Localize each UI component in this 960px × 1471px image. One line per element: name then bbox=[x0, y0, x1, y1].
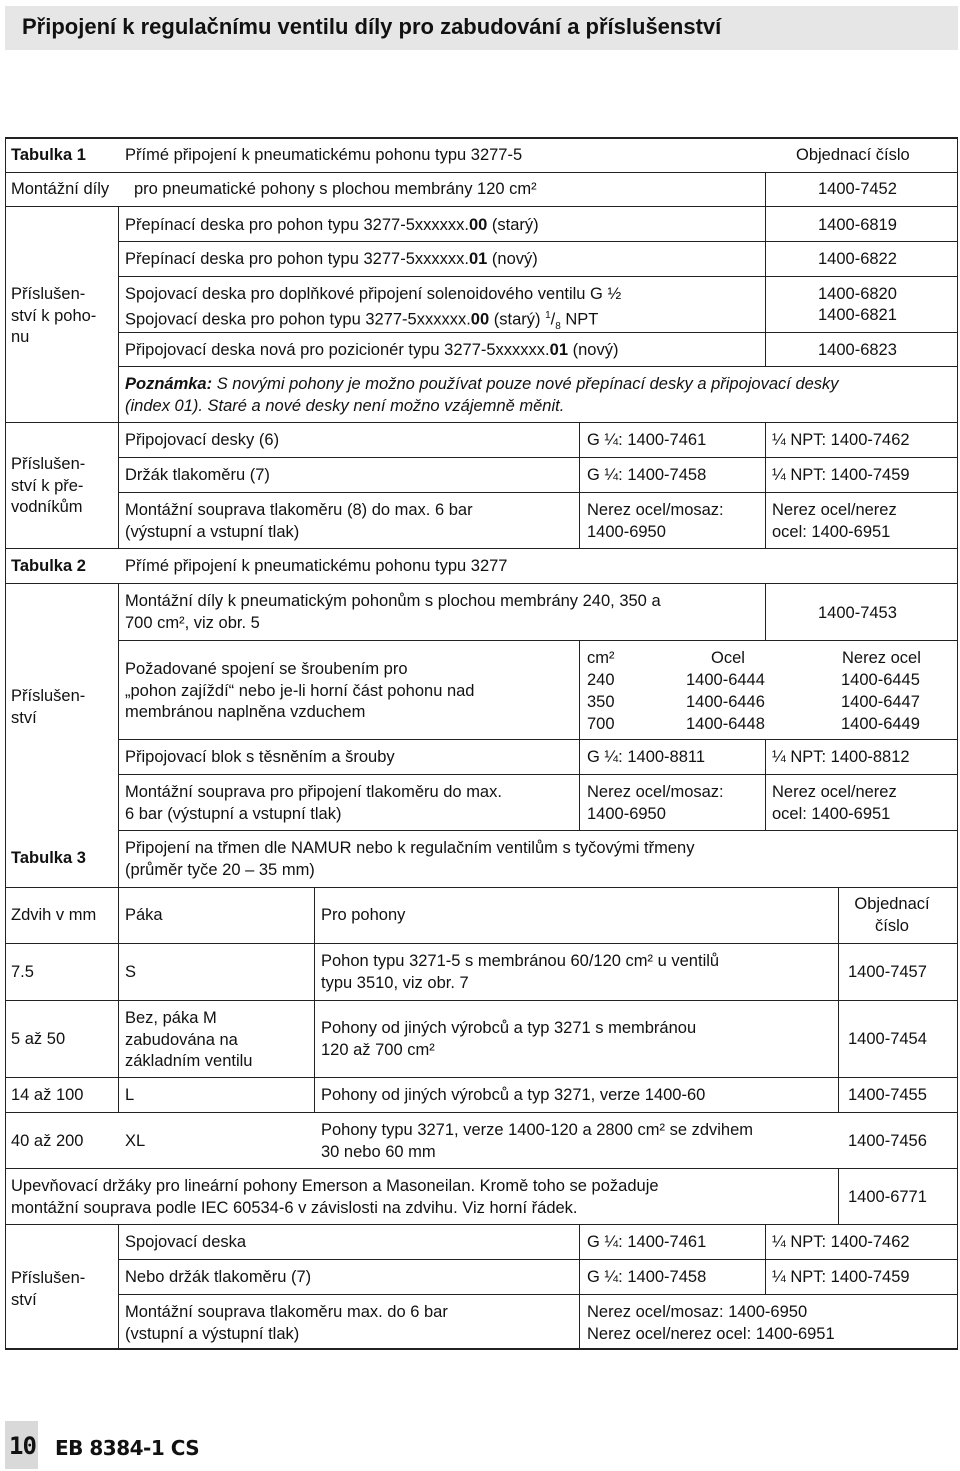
line: Připojení na třmen dle NAMUR nebo k regulačním ventilům s tyčovými třmeny bbox=[125, 839, 695, 857]
row-line bbox=[5, 1168, 958, 1169]
t1-note bbox=[125, 374, 839, 417]
t2-r3-nerez: 1400-6449 bbox=[841, 715, 920, 733]
t1-row1-code: 1400-6819 bbox=[818, 216, 897, 234]
table-top-border bbox=[5, 137, 958, 139]
t3-upevnovaci-desc bbox=[11, 1176, 659, 1219]
t3-r4-pohony bbox=[321, 1120, 753, 1163]
t1-row4-code: 1400-6823 bbox=[818, 341, 897, 359]
col-line bbox=[118, 1224, 119, 1348]
t2-blok-g: G ¼: 1400-8811 bbox=[587, 748, 706, 766]
line: ství bbox=[11, 708, 37, 727]
line: Montážní souprava tlakoměru (8) do max. 6 bar bbox=[125, 501, 473, 519]
t1-p3-desc bbox=[125, 500, 473, 543]
row-line bbox=[5, 583, 958, 584]
t1-row3b-code: 1400-6821 bbox=[818, 306, 897, 324]
line: nu bbox=[11, 328, 30, 346]
t3-r3-paka: L bbox=[125, 1086, 135, 1104]
t3-r1-code: 1400-7457 bbox=[848, 963, 927, 981]
t1-prislusenstvi-pohonu bbox=[11, 284, 96, 349]
line: ství k poho- bbox=[11, 306, 97, 325]
t1-row1-desc bbox=[125, 215, 539, 237]
t1-montaz-code: 1400-7452 bbox=[818, 180, 897, 198]
line: Nerez ocel/mosaz: 1400-6950 bbox=[587, 1303, 808, 1321]
col-line bbox=[118, 887, 119, 1112]
col-line bbox=[118, 583, 119, 830]
line: 6 bar (výstupní a vstupní tlak) bbox=[125, 804, 342, 823]
t1-p3-npt bbox=[772, 500, 897, 543]
t2-label: Tabulka 2 bbox=[11, 557, 86, 575]
line: Příslušen- bbox=[11, 1269, 86, 1287]
t1-order-header: Objednací číslo bbox=[796, 146, 910, 164]
t1-row3b-desc bbox=[125, 305, 598, 337]
t3-a1-desc: Spojovací deska bbox=[125, 1233, 247, 1251]
row-line bbox=[118, 774, 958, 775]
col-line bbox=[765, 583, 766, 640]
t3-header-objednaci bbox=[838, 894, 946, 937]
line: Montážní souprava pro připojení tlakoměru do max. bbox=[125, 783, 502, 801]
t2-col-ocel: Ocel bbox=[711, 649, 745, 667]
t3-r4-zdvih: 40 až 200 bbox=[11, 1132, 84, 1150]
t2-prislusenstvi bbox=[11, 686, 85, 729]
t2-spojeni-desc bbox=[125, 659, 474, 724]
note-line: (index 01). Staré a nové desky není možno vzájemně měnit. bbox=[125, 396, 565, 415]
t1-p2-npt: ¼ NPT: 1400-7459 bbox=[772, 466, 910, 484]
col-line bbox=[579, 422, 580, 548]
t3-r2-paka bbox=[125, 1008, 252, 1073]
t1-prislusenstvi-prevodniku bbox=[11, 454, 85, 519]
t3-r2-code: 1400-7454 bbox=[848, 1030, 927, 1048]
t3-a1-npt: ¼ NPT: 1400-7462 bbox=[772, 1233, 910, 1251]
t1-label: Tabulka 1 bbox=[11, 146, 86, 164]
t1-montaz-desc: pro pneumatické pohony s plochou membrány 120 cm² bbox=[134, 180, 537, 198]
text: (nový) bbox=[568, 341, 619, 359]
line: (průměr tyče 20 – 35 mm) bbox=[125, 860, 315, 879]
row-line bbox=[118, 276, 958, 277]
text: NPT bbox=[560, 310, 599, 329]
t3-r2-pohony bbox=[321, 1018, 696, 1061]
col-line bbox=[579, 640, 580, 830]
line: 1400-6950 bbox=[587, 804, 666, 823]
line: Nerez ocel/nerez ocel: 1400-6951 bbox=[587, 1324, 835, 1343]
index: 01 bbox=[468, 250, 488, 268]
row-line bbox=[118, 739, 958, 740]
line: Pohony od jiných výrobců a typ 3271 s membránou bbox=[321, 1019, 697, 1037]
t1-row3a-desc: Spojovací deska pro doplňkové připojení solenoidového ventilu G ½ bbox=[125, 285, 622, 303]
t3-a3-material bbox=[587, 1302, 835, 1345]
line: základním ventilu bbox=[125, 1052, 253, 1070]
index: 00 bbox=[468, 216, 488, 234]
t3-a2-npt: ¼ NPT: 1400-7459 bbox=[772, 1268, 910, 1286]
t2-souprava-g bbox=[587, 782, 724, 825]
line: Bez, páka M bbox=[125, 1009, 217, 1027]
t1-row4-desc bbox=[125, 340, 618, 362]
line: Příslušen- bbox=[11, 285, 86, 303]
line: montážní souprava podle IEC 60534-6 v závislosti na zdvihu. Viz horní řádek. bbox=[11, 1198, 578, 1217]
line: ocel: 1400-6951 bbox=[772, 804, 891, 823]
row-line bbox=[118, 1294, 958, 1295]
text: Připojovací deska nová pro pozicionér typu 3277-5xxxxxx. bbox=[125, 341, 550, 359]
line: Nerez ocel/nerez bbox=[772, 783, 897, 801]
text: Přepínací deska pro pohon typu 3277-5xxxxxx. bbox=[125, 250, 469, 268]
t3-a3-desc bbox=[125, 1302, 448, 1345]
row-line bbox=[118, 492, 958, 493]
t3-title bbox=[125, 838, 694, 881]
fraction-num: 1 bbox=[545, 310, 551, 321]
t1-montaz-label: Montážní díly bbox=[11, 180, 110, 198]
row-line bbox=[5, 1000, 958, 1001]
t1-p1-npt: ¼ NPT: 1400-7462 bbox=[772, 431, 910, 449]
row-line bbox=[5, 1112, 958, 1113]
index: 00 bbox=[470, 310, 490, 329]
line: Příslušen- bbox=[11, 687, 86, 705]
note-label: Poznámka: bbox=[125, 375, 213, 393]
line: Upevňovací držáky pro lineární pohony Emerson a Masoneilan. Kromě toho se požaduje bbox=[11, 1177, 659, 1195]
line: Nerez ocel/mosaz: bbox=[587, 501, 724, 519]
t1-row3a-code: 1400-6820 bbox=[818, 285, 897, 303]
t1-p2-g: G ¼: 1400-7458 bbox=[587, 466, 707, 484]
line: 700 cm², viz obr. 5 bbox=[125, 613, 260, 632]
line: vodníkům bbox=[11, 498, 83, 516]
t2-r3-cm2: 700 bbox=[587, 715, 615, 733]
t2-souprava-desc bbox=[125, 782, 502, 825]
note-line bbox=[125, 374, 839, 396]
t2-r1-cm2: 240 bbox=[587, 671, 615, 689]
t3-a2-desc: Nebo držák tlakoměru (7) bbox=[125, 1268, 312, 1286]
text: (starý) bbox=[487, 216, 539, 234]
line: Nerez ocel/nerez bbox=[772, 501, 897, 519]
text: Přepínací deska pro pohon typu 3277-5xxxxxx. bbox=[125, 216, 469, 234]
row-line bbox=[118, 1259, 958, 1260]
col-line bbox=[579, 1224, 580, 1348]
line: Příslušen- bbox=[11, 455, 86, 473]
line: 30 nebo 60 mm bbox=[321, 1142, 436, 1161]
footer-doc-id: EB 8384-1 CS bbox=[55, 1436, 200, 1460]
row-line bbox=[5, 172, 958, 173]
t3-prislusenstvi bbox=[11, 1268, 85, 1311]
col-line bbox=[838, 1168, 839, 1224]
line: Požadované spojení se šroubením pro bbox=[125, 660, 408, 678]
line: Montážní souprava tlakoměru max. do 6 bar bbox=[125, 1303, 448, 1321]
line: Objednací bbox=[854, 895, 930, 913]
t3-header-paka: Páka bbox=[125, 906, 163, 924]
line: Montážní díly k pneumatickým pohonům s plochou membrány 240, 350 a bbox=[125, 592, 661, 610]
t3-a1-g: G ¼: 1400-7461 bbox=[587, 1233, 707, 1251]
t3-r1-paka: S bbox=[125, 963, 137, 981]
t3-header-pohony: Pro pohony bbox=[321, 906, 406, 924]
fraction-den: 8 bbox=[555, 320, 561, 332]
line: „pohon zajíždí“ nebo je-li horní část pohonu nad bbox=[125, 681, 475, 700]
t3-r1-pohony bbox=[321, 951, 719, 994]
col-line bbox=[118, 206, 119, 548]
t2-blok-npt: ¼ NPT: 1400-8812 bbox=[772, 748, 910, 766]
t1-row2-code: 1400-6822 bbox=[818, 250, 897, 268]
row-line bbox=[5, 548, 958, 549]
t2-r2-nerez: 1400-6447 bbox=[841, 693, 920, 711]
title-bar bbox=[5, 6, 958, 50]
t2-montaz-code: 1400-7453 bbox=[818, 604, 897, 622]
row-line bbox=[5, 943, 958, 944]
col-line bbox=[765, 1224, 766, 1294]
t2-souprava-npt bbox=[772, 782, 897, 825]
t3-upevnovaci-code: 1400-6771 bbox=[848, 1188, 927, 1206]
t2-blok-desc: Připojovací blok s těsněním a šrouby bbox=[125, 748, 395, 766]
row-line bbox=[5, 1224, 958, 1225]
t3-r3-pohony: Pohony od jiných výrobců a typ 3271, verze 1400-60 bbox=[321, 1086, 706, 1104]
line: 120 až 700 cm² bbox=[321, 1040, 435, 1059]
col-line bbox=[118, 830, 119, 887]
t1-p1-desc: Připojovací desky (6) bbox=[125, 431, 280, 449]
line: Nerez ocel/mosaz: bbox=[587, 783, 724, 801]
line: (vstupní a výstupní tlak) bbox=[125, 1324, 300, 1343]
row-line bbox=[5, 422, 958, 423]
line: zabudována na bbox=[125, 1030, 238, 1049]
t1-p3-g bbox=[587, 500, 724, 543]
t3-r4-code: 1400-7456 bbox=[848, 1132, 927, 1150]
text: Spojovací deska pro pohon typu 3277-5xxxxxx. bbox=[125, 310, 471, 329]
text: S novými pohony je možno používat pouze nové přepínací desky a připojovací desky bbox=[212, 375, 839, 393]
line: ství k pře- bbox=[11, 476, 84, 495]
col-line bbox=[314, 887, 315, 1112]
col-line bbox=[765, 422, 766, 548]
line: typu 3510, viz obr. 7 bbox=[321, 973, 469, 992]
text: (nový) bbox=[487, 250, 538, 268]
line: Pohon typu 3271-5 s membránou 60/120 cm² u ventilů bbox=[321, 952, 720, 970]
t2-r2-ocel: 1400-6446 bbox=[686, 693, 765, 711]
t3-r1-zdvih: 7.5 bbox=[11, 963, 34, 981]
fraction-slash: / bbox=[550, 310, 556, 329]
row-line bbox=[118, 366, 958, 367]
t2-r2-cm2: 350 bbox=[587, 693, 615, 711]
t1-title: Přímé připojení k pneumatickému pohonu typu 3277-5 bbox=[125, 146, 523, 164]
t3-r4-paka: XL bbox=[125, 1132, 146, 1150]
index: 01 bbox=[549, 341, 569, 359]
row-line bbox=[5, 887, 958, 888]
line: Pohony typu 3271, verze 1400-120 a 2800 cm² se zdvihem bbox=[321, 1121, 754, 1139]
t2-r1-ocel: 1400-6444 bbox=[686, 671, 765, 689]
row-line bbox=[118, 457, 958, 458]
row-line bbox=[118, 830, 958, 831]
t1-p2-desc: Držák tlakoměru (7) bbox=[125, 466, 270, 484]
row-line bbox=[5, 206, 958, 207]
t2-r1-nerez: 1400-6445 bbox=[841, 671, 920, 689]
line: (výstupní a vstupní tlak) bbox=[125, 522, 300, 541]
row-line bbox=[5, 1077, 958, 1078]
t2-title: Přímé připojení k pneumatickému pohonu typu 3277 bbox=[125, 557, 508, 575]
page-title: Připojení k regulačnímu ventilu díly pro zabudování a příslušenství bbox=[22, 14, 722, 39]
t2-col-nerez: Nerez ocel bbox=[842, 649, 921, 667]
col-line bbox=[765, 172, 766, 366]
line: membránou naplněna vzduchem bbox=[125, 703, 366, 721]
t1-p1-g: G ¼: 1400-7461 bbox=[587, 431, 707, 449]
t2-r3-ocel: 1400-6448 bbox=[686, 715, 765, 733]
table-bottom-border bbox=[5, 1348, 958, 1350]
line: ství bbox=[11, 1290, 37, 1309]
line: číslo bbox=[875, 916, 909, 935]
t2-montaz-desc bbox=[125, 591, 661, 634]
row-line bbox=[118, 640, 958, 641]
t3-r3-zdvih: 14 až 100 bbox=[11, 1086, 84, 1104]
line: 1400-6950 bbox=[587, 522, 666, 541]
footer-page-number: 10 bbox=[9, 1432, 36, 1460]
t3-label: Tabulka 3 bbox=[11, 849, 86, 867]
row-line bbox=[118, 241, 958, 242]
t3-header-zdvih: Zdvih v mm bbox=[11, 906, 97, 924]
text: (starý) bbox=[489, 310, 546, 329]
line: ocel: 1400-6951 bbox=[772, 522, 891, 541]
col-line bbox=[765, 739, 766, 830]
t1-row2-desc bbox=[125, 249, 538, 271]
t3-a2-g: G ¼: 1400-7458 bbox=[587, 1268, 707, 1286]
t3-r3-code: 1400-7455 bbox=[848, 1086, 927, 1104]
t2-col-cm2: cm² bbox=[587, 649, 615, 667]
t3-r2-zdvih: 5 až 50 bbox=[11, 1030, 66, 1048]
